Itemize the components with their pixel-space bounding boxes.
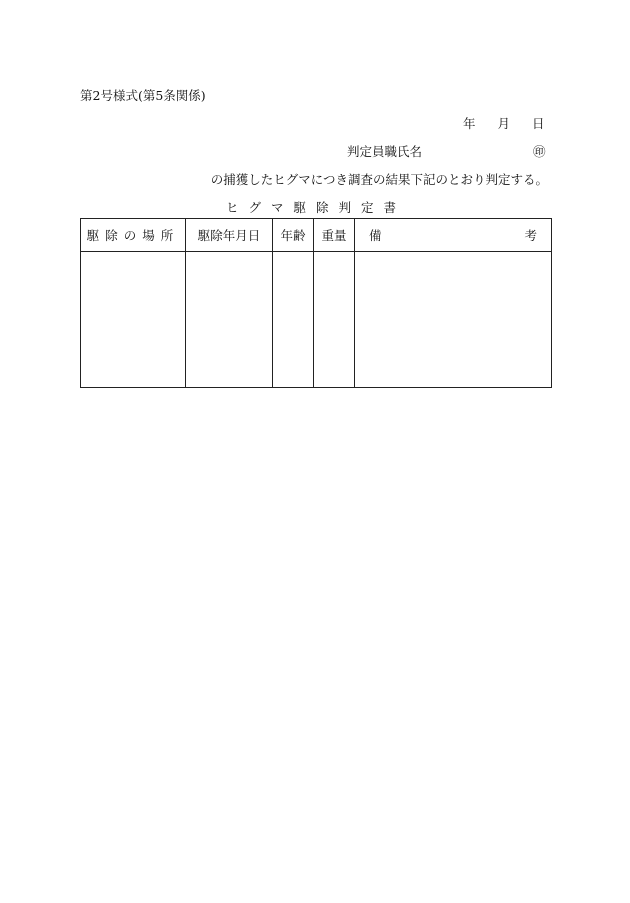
date-line bbox=[463, 114, 545, 132]
table-header-row bbox=[81, 219, 552, 252]
date-month-label: 月 bbox=[497, 116, 511, 131]
cell-age[interactable] bbox=[273, 252, 314, 388]
header-date: 駆除年月日 bbox=[186, 219, 273, 252]
cell-weight[interactable] bbox=[314, 252, 355, 388]
cell-date[interactable] bbox=[186, 252, 273, 388]
document-title: ヒグマ駆除判定書 bbox=[226, 200, 407, 215]
cell-remarks[interactable] bbox=[355, 252, 552, 388]
table-row bbox=[81, 252, 552, 388]
header-age: 年齢 bbox=[273, 219, 314, 252]
header-remarks-right: 考 bbox=[524, 228, 537, 243]
statement-text: の捕獲したヒグマにつき調査の結果下記のとおり判定する。 bbox=[210, 172, 548, 187]
header-remarks-left: 備 bbox=[369, 228, 382, 243]
cell-place[interactable] bbox=[81, 252, 186, 388]
header-remarks bbox=[355, 219, 552, 252]
officer-name-label: 判定員職氏名 bbox=[347, 144, 423, 159]
header-place: 駆除の場所 bbox=[81, 219, 186, 252]
date-day-label: 日 bbox=[532, 116, 545, 131]
judgement-table bbox=[80, 218, 552, 388]
form-number: 第2号様式(第5条関係) bbox=[80, 88, 206, 103]
date-year-label: 年 bbox=[463, 116, 476, 131]
header-weight: 重量 bbox=[314, 219, 355, 252]
seal-mark: ㊞ bbox=[533, 144, 546, 159]
